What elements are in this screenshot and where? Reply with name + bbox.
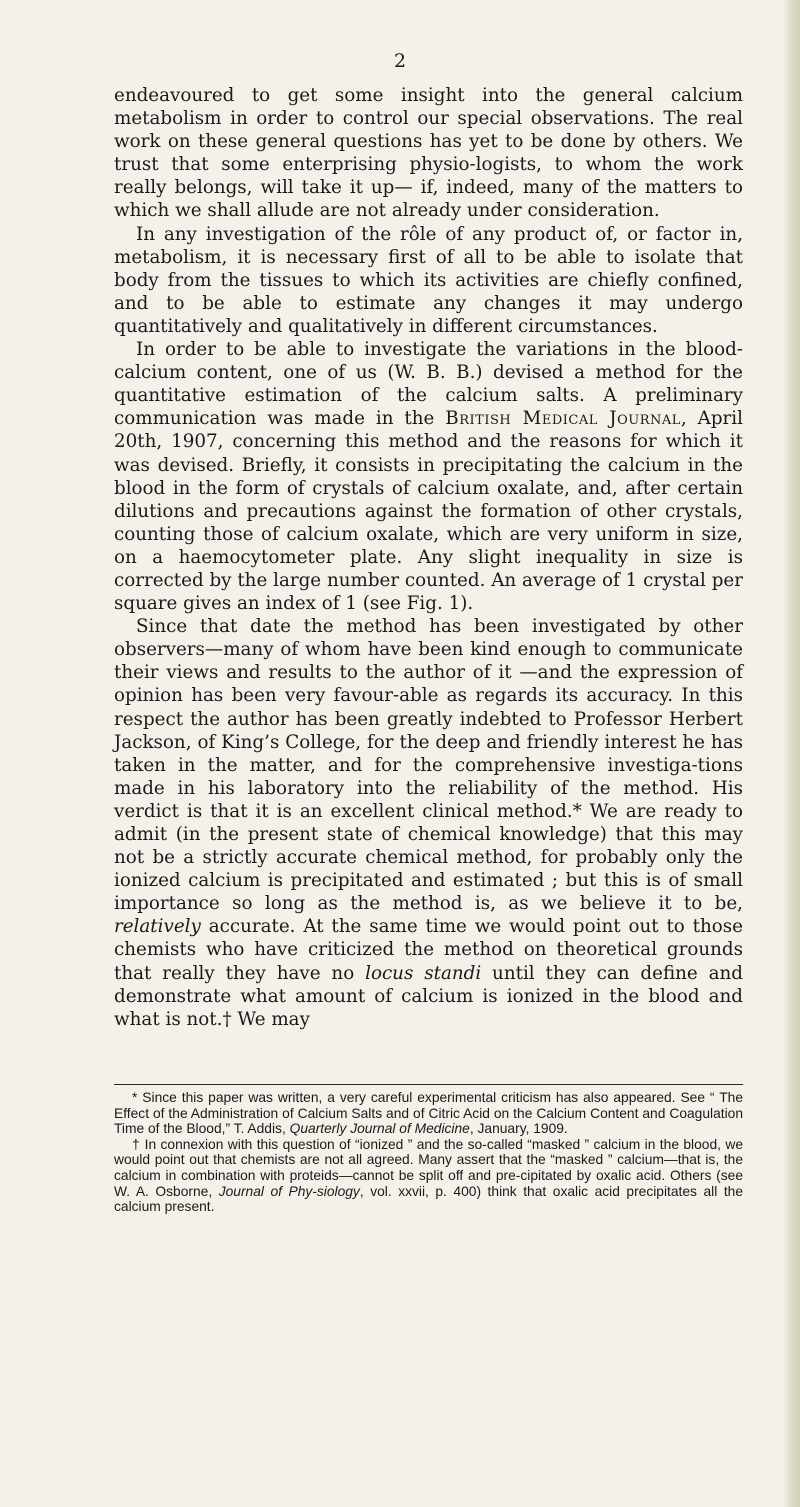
paragraph-4-text-b: accurate. At the same time we would point out to those chemists who have criticized the method on theoretical grounds that really they have no: [114, 916, 743, 984]
body-text: [114, 84, 743, 1031]
emphasis-locus-standi: locus standi: [365, 962, 482, 984]
footnote-1-text-a: * Since this paper was written, a very careful experimental criticism has also appeared. See “ The Effect of the Administration of Calcium Salts and of Citric Acid on the Calcium Content and Coagulation Time of the Blood,” T. Addis,: [114, 1090, 743, 1137]
paragraph-3: [114, 338, 743, 615]
paragraph-4-text-a: Since that date the method has been investigated by other observers—many of whom have been kind enough to communicate their views and results to the author of it —and the expression of opinion has been very favour-able as regards its accuracy. In this respect the author has been greatly indebted to Professor Herbert Jackson, of King’s College, for the deep and friendly interest he has taken in the matter, and for the comprehensive investiga-tions made in his laboratory into the reliability of the method. His verdict is that it is an excellent clinical method.* We are ready to admit (in the present state of chemical knowledge) that this may not be a strictly accurate chemical method, for probably only the ionized calcium is precipitated and estimated ; but this is of small importance so long as the method is, as we believe it to be,: [114, 616, 743, 915]
paragraph-2: In any investigation of the rôle of any product of, or factor in, metabolism, it is necessary first of all to be able to isolate that body from the tissues to which its activities are chiefly confined, and to be able to estimate any changes it may undergo quantitatively and qualitatively in different circumstances.: [114, 223, 743, 337]
footnote-1-text-b: , January, 1909.: [469, 1121, 568, 1137]
page-edge-shadow: [782, 0, 800, 1507]
footnote-rule: [114, 1084, 743, 1085]
paragraph-4-text-c: until they can define and demonstrate what amount of calcium is ionized in the blood and what is not.† We may: [114, 962, 743, 1030]
footnote-2-text-a: † In connexion with this question of “ionized ” and the so-called “masked ” calcium in the blood, we would point out that chemists are not all agreed. Many assert that the “masked ” calcium—that is, the calcium in combination with proteids—cannot be split off and pre-cipitated by oxalic acid. Others (see W. A. Osborne,: [114, 1136, 743, 1199]
footnote-1-journal: Quarterly Journal of Medicine: [289, 1121, 470, 1137]
footnote-2-journal: Journal of Phy-siology: [218, 1183, 360, 1199]
paragraph-3-text-a: In order to be able to investigate the variations in the blood-calcium content, one of us (W. B. B.) devised a method for the quantitative estimation of the calcium salts. A preliminary communication was made in the: [114, 339, 743, 430]
paragraph-1: endeavoured to get some insight into the general calcium metabolism in order to control our special observations. The real work on these general questions has yet to be done by others. We trust that some enterprising physio-logists, to whom the work really belongs, will take it up— if, indeed, many of the matters to which we shall allude are not already under consideration.: [114, 85, 743, 222]
footnote-2: [114, 1137, 743, 1215]
footnotes: [114, 1090, 743, 1215]
journal-name: British Medical Journal: [445, 408, 681, 430]
page-number: 2: [393, 50, 407, 72]
paragraph-4: [114, 615, 743, 1031]
footnote-1: [114, 1090, 743, 1137]
footnote-2-text-b: , vol. xxvii, p. 400) think that oxalic acid precipitates all the calcium present.: [114, 1183, 743, 1215]
emphasis-relatively: relatively: [114, 916, 201, 938]
paragraph-3-text-b: , April 20th, 1907, concerning this method and the reasons for which it was devised. Briefly, it consists in precipitating the calcium in the blood in the form of crystals of calcium oxalate, and, after certain dilutions and precautions against the formation of other crystals, counting those of calcium oxalate, which are very uniform in size, on a haemocytometer plate. Any slight inequality in size is corrected by the large number counted. An average of 1 crystal per square gives an index of 1 (see Fig. 1).: [114, 408, 743, 615]
